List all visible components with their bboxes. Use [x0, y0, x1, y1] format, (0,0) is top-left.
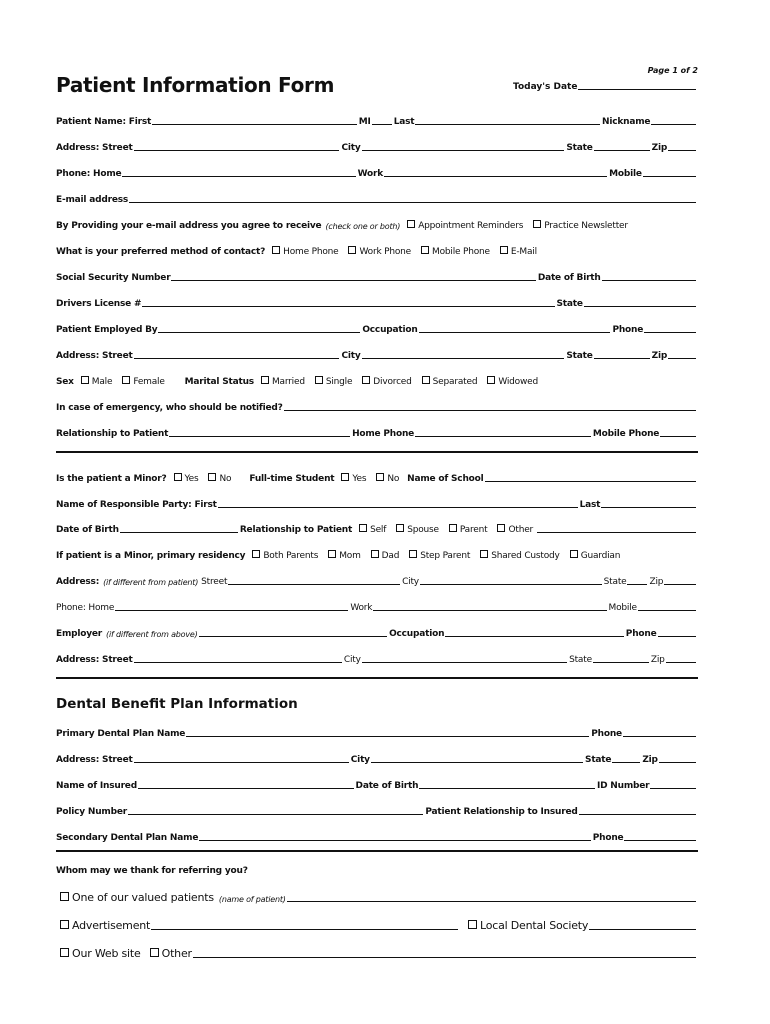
home-phone-field[interactable]	[115, 610, 348, 611]
other-referral-checkbox[interactable]	[142, 947, 193, 960]
employed-by-label: Patient Employed By	[56, 325, 158, 335]
yes-option: Yes	[352, 474, 367, 484]
primary-plan-label: Primary Dental Plan Name	[56, 729, 186, 739]
referral-ad-row	[60, 916, 698, 932]
step-parent-option: Step Parent	[420, 551, 471, 561]
email-consent-label: By Providing your e-mail address you agree to receive	[56, 221, 322, 231]
primary-plan-phone-field[interactable]	[623, 736, 696, 737]
residency-label: If patient is a Minor, primary residency	[56, 551, 246, 561]
dad-checkbox[interactable]	[365, 550, 404, 561]
guardian-checkbox[interactable]	[564, 550, 625, 561]
male-option: Male	[91, 377, 113, 387]
employer-address-row	[56, 347, 698, 361]
state-label: State	[569, 655, 592, 665]
checkbox-icon	[396, 524, 404, 532]
employer-row	[56, 321, 698, 335]
ssn-label: Social Security Number	[56, 273, 171, 283]
referral-question-row	[56, 862, 698, 876]
city-label: City	[350, 755, 370, 765]
occupation-field[interactable]	[445, 636, 624, 637]
id-number-label: ID Number	[596, 781, 650, 791]
street-label: Address: Street	[56, 655, 133, 665]
student-yes-checkbox[interactable]	[335, 473, 370, 484]
insured-dob-field[interactable]	[419, 788, 595, 789]
checkbox-icon	[150, 948, 159, 957]
state-field[interactable]	[594, 150, 650, 151]
parent-option: Parent	[459, 525, 488, 535]
referral-question: Whom may we thank for referring you?	[56, 866, 248, 876]
phone-label: Phone	[625, 629, 657, 639]
dental-society-checkbox[interactable]	[460, 919, 589, 932]
street-field[interactable]	[134, 762, 349, 763]
zip-label: Zip	[651, 143, 668, 153]
mobile-label: Mobile	[608, 603, 637, 613]
policy-number-field[interactable]	[128, 814, 423, 815]
residency-row	[56, 547, 698, 561]
secondary-plan-label: Secondary Dental Plan Name	[56, 833, 199, 843]
dad-option: Dad	[381, 551, 400, 561]
responsible-first-label: Name of Responsible Party: First	[56, 500, 217, 510]
secondary-plan-phone-label: Phone	[592, 833, 624, 843]
employer-field[interactable]	[199, 636, 388, 637]
dental-society-field[interactable]	[589, 929, 696, 930]
policy-number-label: Policy Number	[56, 807, 127, 817]
student-label: Full-time Student	[249, 474, 335, 484]
zip-label: Zip	[649, 577, 664, 587]
step-parent-checkbox[interactable]	[403, 550, 474, 561]
responsible-last-field[interactable]	[601, 507, 696, 508]
yes-option: Yes	[184, 474, 199, 484]
city-field[interactable]	[371, 762, 583, 763]
web-site-option: Our Web site	[72, 947, 141, 960]
checkbox-icon	[60, 920, 69, 929]
appointment-reminders-checkbox[interactable]	[401, 220, 527, 231]
work-field[interactable]	[373, 610, 606, 611]
work-phone-option: Work Phone	[359, 247, 412, 257]
checkbox-icon	[407, 220, 415, 228]
divorced-checkbox[interactable]	[356, 376, 415, 387]
relationship-label: Relationship to Patient	[56, 429, 169, 439]
valued-patient-field[interactable]	[287, 901, 696, 902]
spouse-option: Spouse	[407, 525, 439, 535]
home-phone-option: Home Phone	[283, 247, 339, 257]
zip-field[interactable]	[659, 762, 696, 763]
responsible-relationship-label: Relationship to Patient	[239, 525, 353, 535]
school-label: Name of School	[407, 474, 484, 484]
shared-custody-option: Shared Custody	[491, 551, 560, 561]
insured-dob-label: Date of Birth	[355, 781, 419, 791]
todays-date-line[interactable]	[578, 89, 696, 90]
employer-hint: (if different from above)	[106, 630, 198, 639]
home-phone-field[interactable]	[122, 176, 355, 177]
responsible-address-row	[56, 573, 698, 587]
female-checkbox[interactable]	[116, 376, 168, 387]
responsible-employer-row	[56, 625, 698, 639]
employer-label: Employer	[56, 629, 103, 639]
responsible-dob-field[interactable]	[120, 532, 238, 533]
street-field[interactable]	[134, 150, 340, 151]
mobile-field[interactable]	[638, 610, 696, 611]
checkbox-icon	[487, 376, 495, 384]
dental-plan-title: Dental Benefit Plan Information	[56, 696, 298, 712]
dental-society-option: Local Dental Society	[479, 919, 589, 932]
street-label: Address: Street	[56, 351, 133, 361]
email-consent-row	[56, 217, 698, 231]
marital-status-label: Marital Status	[184, 377, 254, 387]
single-option: Single	[325, 377, 353, 387]
zip-label: Zip	[642, 755, 658, 765]
city-field[interactable]	[362, 150, 565, 151]
shared-custody-checkbox[interactable]	[474, 550, 564, 561]
patient-first-field[interactable]	[152, 124, 357, 125]
contact-method-row	[56, 243, 698, 257]
no-option: No	[219, 474, 232, 484]
responsible-phone-row	[56, 599, 698, 613]
address-row	[56, 139, 698, 153]
state-label: State	[585, 755, 612, 765]
responsible-last-label: Last	[579, 500, 601, 510]
page-number: Page 1 of 2	[647, 66, 698, 75]
school-field[interactable]	[485, 481, 697, 482]
home-phone-label: Phone: Home	[56, 169, 122, 179]
responsible-address-hint: (if different from patient)	[103, 578, 199, 587]
state-field[interactable]	[594, 358, 650, 359]
mom-checkbox[interactable]	[322, 550, 364, 561]
email-checkbox[interactable]	[494, 246, 541, 257]
responsible-dob-label: Date of Birth	[56, 525, 119, 535]
sex-label: Sex	[56, 377, 74, 387]
zip-field[interactable]	[664, 584, 696, 585]
license-state-label: State	[556, 299, 583, 309]
home-phone-checkbox[interactable]	[266, 246, 342, 257]
mobile-phone-field[interactable]	[660, 436, 696, 437]
zip-field[interactable]	[668, 358, 696, 359]
checkbox-icon	[261, 376, 269, 384]
advertisement-checkbox[interactable]	[60, 919, 151, 932]
secondary-plan-row	[56, 829, 698, 843]
minor-yes-checkbox[interactable]	[168, 473, 203, 484]
city-label: City	[341, 351, 361, 361]
license-field[interactable]	[142, 306, 554, 307]
referral-valued-row	[60, 888, 698, 904]
street-field[interactable]	[228, 584, 400, 585]
license-label: Drivers License #	[56, 299, 142, 309]
todays-date-label: Today's Date	[513, 82, 578, 92]
separated-option: Separated	[432, 377, 478, 387]
both-parents-checkbox[interactable]	[246, 550, 322, 561]
work-label: Work	[350, 603, 373, 613]
occupation-label: Occupation	[362, 325, 418, 335]
last-label: Last	[393, 117, 415, 127]
emergency-field[interactable]	[284, 410, 696, 411]
checkbox-icon	[252, 550, 260, 558]
primary-plan-phone-label: Phone	[591, 729, 622, 739]
state-field[interactable]	[593, 662, 649, 663]
checkbox-icon	[341, 473, 349, 481]
relationship-row	[56, 425, 698, 439]
checkbox-icon	[497, 524, 505, 532]
section-divider	[56, 451, 698, 453]
dob-label: Date of Birth	[537, 273, 601, 283]
other-checkbox[interactable]	[491, 524, 537, 535]
street-label: Street	[201, 577, 228, 587]
insured-name-label: Name of Insured	[56, 781, 137, 791]
work-field[interactable]	[384, 176, 607, 177]
phone-field[interactable]	[658, 636, 697, 637]
mi-field[interactable]	[372, 124, 392, 125]
primary-plan-field[interactable]	[186, 736, 589, 737]
insured-name-field[interactable]	[138, 788, 354, 789]
spouse-checkbox[interactable]	[390, 524, 443, 535]
minor-no-checkbox[interactable]	[202, 473, 235, 484]
home-phone-field[interactable]	[415, 436, 591, 437]
referral-web-row	[60, 944, 698, 960]
mom-option: Mom	[339, 551, 361, 561]
nickname-field[interactable]	[651, 124, 696, 125]
checkbox-icon	[449, 524, 457, 532]
license-state-field[interactable]	[584, 306, 696, 307]
minor-row	[56, 470, 698, 484]
responsible-address-label: Address:	[56, 577, 100, 587]
home-phone-label: Phone: Home	[56, 603, 115, 613]
secondary-plan-field[interactable]	[199, 840, 591, 841]
advertisement-option: Advertisement	[72, 919, 151, 932]
state-field[interactable]	[612, 762, 640, 763]
license-row	[56, 295, 698, 309]
section-divider	[56, 850, 698, 852]
student-no-checkbox[interactable]	[370, 473, 403, 484]
todays-date-field[interactable]	[513, 82, 698, 92]
advertisement-field[interactable]	[151, 929, 458, 930]
insured-row	[56, 777, 698, 791]
mobile-phone-label: Mobile Phone	[592, 429, 660, 439]
plan-address-row	[56, 751, 698, 765]
patient-first-label: Patient Name: First	[56, 117, 152, 127]
mobile-phone-checkbox[interactable]	[415, 246, 494, 257]
checkbox-icon	[208, 473, 216, 481]
relationship-field[interactable]	[169, 436, 350, 437]
checkbox-icon	[81, 376, 89, 384]
female-option: Female	[133, 377, 165, 387]
mi-label: MI	[358, 117, 371, 127]
no-option: No	[387, 474, 400, 484]
street-label: Address: Street	[56, 143, 133, 153]
nickname-label: Nickname	[602, 117, 651, 127]
responsible-dob-row	[56, 521, 698, 535]
checkbox-icon	[60, 892, 69, 901]
state-label: State	[566, 351, 593, 361]
widowed-option: Widowed	[498, 377, 538, 387]
checkbox-icon	[570, 550, 578, 558]
checkbox-icon	[60, 948, 69, 957]
checkbox-icon	[480, 550, 488, 558]
single-checkbox[interactable]	[309, 376, 356, 387]
occupation-field[interactable]	[419, 332, 611, 333]
minor-label: Is the patient a Minor?	[56, 474, 167, 484]
dob-field[interactable]	[602, 280, 696, 281]
valued-patient-hint: (name of patient)	[218, 895, 286, 904]
widowed-checkbox[interactable]	[481, 376, 542, 387]
practice-newsletter-checkbox[interactable]	[527, 220, 632, 231]
other-field[interactable]	[537, 532, 696, 533]
state-label: State	[566, 143, 593, 153]
contact-method-label: What is your preferred method of contact?	[56, 247, 266, 257]
checkbox-icon	[359, 524, 367, 532]
zip-field[interactable]	[668, 150, 696, 151]
checkbox-icon	[500, 246, 508, 254]
responsible-address2-row	[56, 651, 698, 665]
responsible-first-field[interactable]	[218, 507, 578, 508]
zip-label: Zip	[651, 351, 668, 361]
checkbox-icon	[272, 246, 280, 254]
phone-row	[56, 165, 698, 179]
secondary-plan-phone-field[interactable]	[624, 840, 696, 841]
checkbox-icon	[348, 246, 356, 254]
relationship-insured-label: Patient Relationship to Insured	[425, 807, 578, 817]
work-phone-checkbox[interactable]	[342, 246, 415, 257]
city-field[interactable]	[362, 358, 565, 359]
street-field[interactable]	[134, 662, 342, 663]
checkbox-icon	[468, 920, 477, 929]
checkbox-icon	[174, 473, 182, 481]
self-option: Self	[370, 525, 387, 535]
employer-phone-field[interactable]	[644, 332, 696, 333]
email-option: E-Mail	[510, 247, 537, 257]
separated-checkbox[interactable]	[416, 376, 482, 387]
checkbox-icon	[371, 550, 379, 558]
valued-patient-checkbox[interactable]	[60, 891, 215, 904]
id-number-field[interactable]	[650, 788, 696, 789]
relationship-insured-field[interactable]	[579, 814, 696, 815]
policy-row	[56, 803, 698, 817]
mobile-label: Mobile	[609, 169, 642, 179]
emergency-row	[56, 399, 698, 413]
work-label: Work	[357, 169, 384, 179]
other-referral-option: Other	[161, 947, 192, 960]
parent-checkbox[interactable]	[443, 524, 492, 535]
email-field[interactable]	[129, 202, 696, 203]
email-row	[56, 191, 698, 205]
occupation-label: Occupation	[389, 629, 445, 639]
state-field[interactable]	[627, 584, 647, 585]
mobile-phone-option: Mobile Phone	[432, 247, 490, 257]
home-phone-label: Home Phone	[352, 429, 415, 439]
responsible-party-row	[56, 496, 698, 510]
divorced-option: Divorced	[373, 377, 412, 387]
checkbox-icon	[315, 376, 323, 384]
city-label: City	[402, 577, 419, 587]
city-field[interactable]	[420, 584, 602, 585]
guardian-option: Guardian	[580, 551, 621, 561]
last-field[interactable]	[415, 124, 600, 125]
male-checkbox[interactable]	[75, 376, 117, 387]
checkbox-icon	[122, 376, 130, 384]
both-parents-option: Both Parents	[263, 551, 319, 561]
practice-newsletter-label: Practice Newsletter	[544, 221, 628, 231]
email-consent-hint: (check one or both)	[325, 222, 401, 231]
ssn-row	[56, 269, 698, 283]
state-label: State	[603, 577, 627, 587]
sex-marital-row	[56, 373, 698, 387]
married-checkbox[interactable]	[255, 376, 309, 387]
zip-field[interactable]	[666, 662, 696, 663]
appointment-reminders-label: Appointment Reminders	[418, 221, 524, 231]
checkbox-icon	[328, 550, 336, 558]
checkbox-icon	[362, 376, 370, 384]
street-field[interactable]	[134, 358, 340, 359]
checkbox-icon	[409, 550, 417, 558]
primary-plan-row	[56, 725, 698, 739]
married-option: Married	[271, 377, 305, 387]
ssn-field[interactable]	[171, 280, 535, 281]
checkbox-icon	[421, 246, 429, 254]
checkbox-icon	[533, 220, 541, 228]
patient-name-row	[56, 113, 698, 127]
mobile-field[interactable]	[643, 176, 696, 177]
employed-by-field[interactable]	[158, 332, 360, 333]
section-divider	[56, 677, 698, 679]
city-field[interactable]	[362, 662, 567, 663]
checkbox-icon	[376, 473, 384, 481]
city-label: City	[343, 655, 361, 665]
self-checkbox[interactable]	[353, 524, 390, 535]
street-label: Address: Street	[56, 755, 133, 765]
checkbox-icon	[422, 376, 430, 384]
form-title: Patient Information Form	[56, 73, 335, 97]
employer-phone-label: Phone	[612, 325, 644, 335]
city-label: City	[341, 143, 361, 153]
other-referral-field[interactable]	[193, 957, 696, 958]
web-site-checkbox[interactable]	[60, 947, 142, 960]
email-label: E-mail address	[56, 195, 129, 205]
other-option: Other	[508, 525, 534, 535]
emergency-label: In case of emergency, who should be notified?	[56, 403, 283, 413]
valued-patient-option: One of our valued patients	[72, 891, 214, 904]
zip-label: Zip	[650, 655, 665, 665]
